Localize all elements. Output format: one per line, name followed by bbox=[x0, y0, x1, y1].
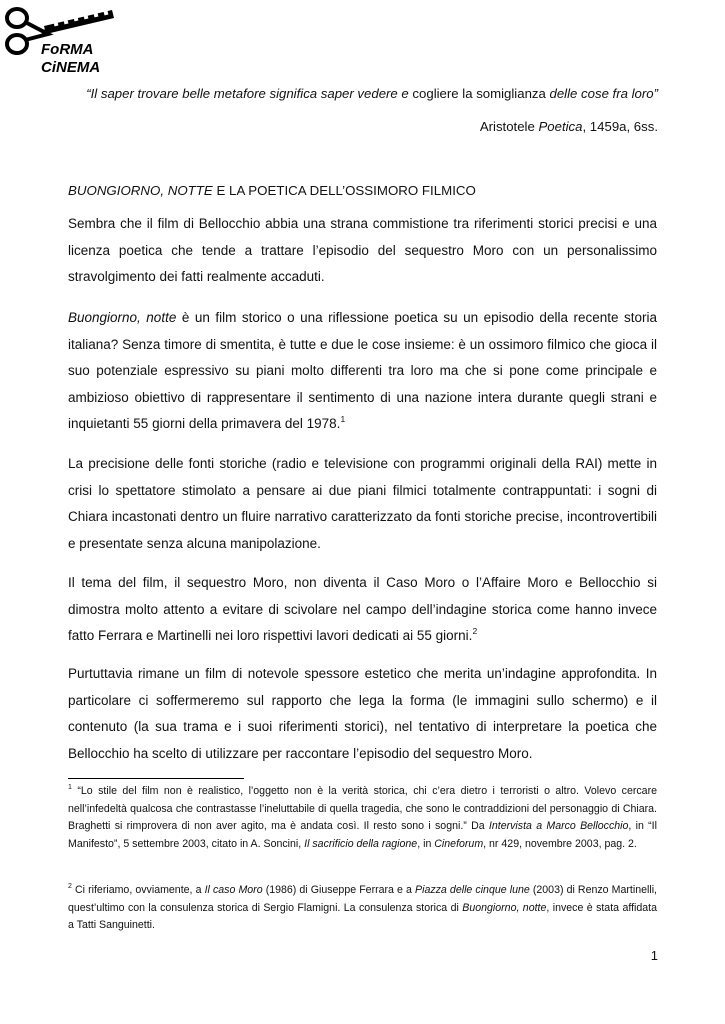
forma-cinema-logo bbox=[4, 4, 116, 76]
footnote-separator bbox=[68, 778, 244, 779]
section-title: BUONGIORNO, NOTTE E LA POETICA DELL’OSSIMORO FILMICO bbox=[68, 183, 476, 198]
paragraph-5: Purtuttavia rimane un film di notevole spessore estetico che merita un’indagine approfondita. In particolare ci soffermeremo sul rapporto che lega la forma (le immagini sullo schermo) e il contenuto (la sua trama e i suoi riferimenti storici), nel tentativo di interpretare la poetica che Bellocchio ha scelto di utilizzare per raccontare l’episodio del sequestro Moro. bbox=[68, 666, 657, 761]
epigraph-quote: “Il saper trovare belle metafore significa saper vedere e cogliere la somiglianza delle cose fra loro” bbox=[86, 86, 658, 101]
paragraph-1: Sembra che il film di Bellocchio abbia una strana commistione tra riferimenti storici precisi e una licenza poetica che tende a trattare l’episodio del sequestro Moro con un personalissimo stravolgimento dei fatti realmente accaduti. bbox=[68, 216, 657, 285]
paragraph-4: Il tema del film, il sequestro Moro, non diventa il Caso Moro o l’Affaire Moro e Bellocchio si dimostra molto attento a evitare di scivolare nel campo dell’indagine storica come hanno invece fatto Ferrara e Martinelli nei loro rispettivi lavori dedicati ai 55 giorni.$^2$ bbox=[68, 575, 657, 644]
paragraph-3: La precisione delle fonti storiche (radio e televisione con programmi originali della RAI) mette in crisi lo spettatore stimolato a pensare ai due piani filmici totalmente contrappuntati: i sogni di Chiara incastonati dentro un fluire narrativo caratterizzato da fonti storiche precise, incontrovertibili e presentate senza alcuna manipolazione. bbox=[68, 456, 657, 551]
paragraph-2: Buongiorno, notte è un film storico o una riflessione poetica su un episodio della recente storia italiana? Senza timore di smentita, è tutte e due le cose insieme: è un ossimoro filmico che gioca il suo potenziale espressivo su piani molto differenti tra loro ma che si pone come principale e ambizioso obiettivo di rappresentare il sentimento di una nazione intera durante quegli strani e inquietanti 55 giorni della primavera del 1978.$^1$ bbox=[68, 310, 657, 432]
footnote-ref-2[interactable]: 2 bbox=[472, 626, 478, 637]
footnote-ref-1[interactable]: 1 bbox=[340, 414, 346, 425]
footnote-2: $^2$ Ci riferiamo, ovviamente, a Il caso Moro (1986) di Giuseppe Ferrara e a Piazza delle cinque lune (2003) di Renzo Martinelli, quest’ultimo con la consulenza storica di Sergio Flamigni. La consulenza storica di Buongiorno, notte, invece è stata affidata a Tatti Sanguinetti. bbox=[68, 883, 658, 931]
logo-line2: CiNEMA bbox=[41, 59, 101, 76]
footnote-1: $^1$ “Lo stile del film non è realistico, l’oggetto non è la verità storica, chi c’era dietro i terroristi o altro. Volevo cercare nell’infedeltà qualcosa che contrastasse l’ineluttabile di quella tragedia, che sono le contraddizioni del personaggio di Chiara. Braghetti si rimprovera di non aver agito, ma è andata così. Il resto sono i sogni.” Da Intervista a Marco Bellocchio, in “Il Manifesto”, 5 settembre 2003, citato in A. Soncini, Il sacrificio della ragione, in Cineforum, nr 429, novembre 2003, pag. 2. bbox=[68, 784, 657, 850]
epigraph-attribution: Aristotele Poetica, 1459a, 6ss. bbox=[479, 119, 658, 134]
page-number: 1 bbox=[650, 948, 658, 963]
logo-line1: FoRMA bbox=[41, 41, 94, 58]
